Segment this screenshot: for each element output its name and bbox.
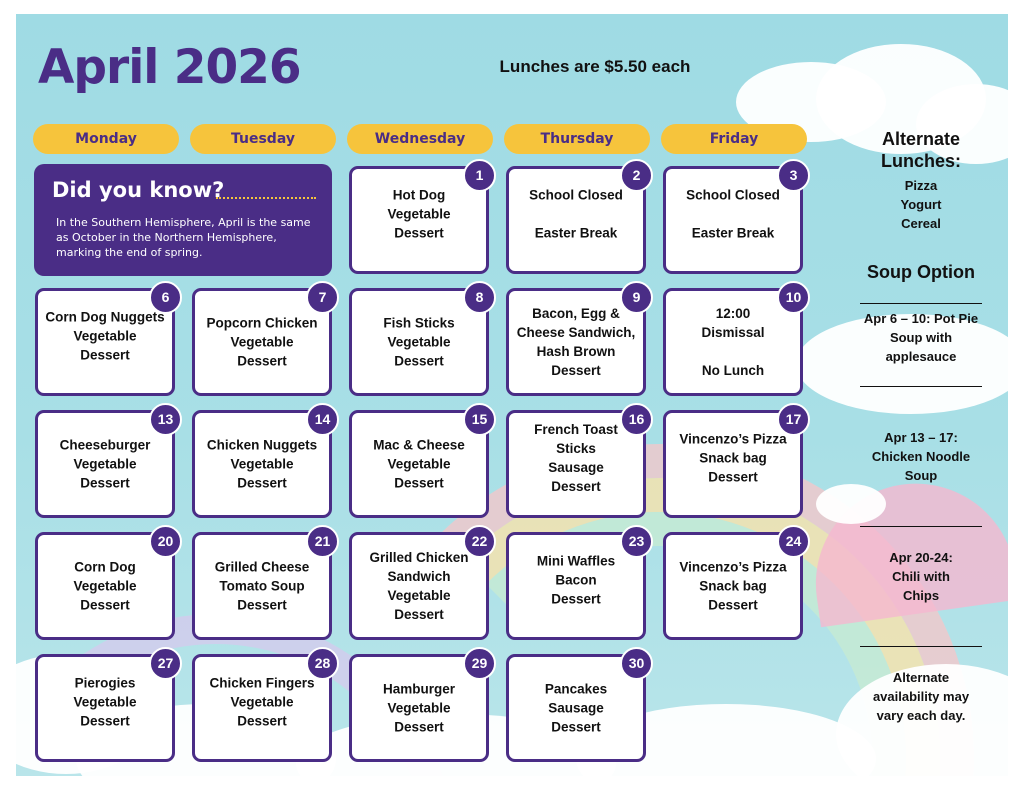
did-you-know-title: Did you know? <box>52 178 225 202</box>
soup-line: Apr 20-24: <box>889 550 953 565</box>
date-number: 8 <box>463 281 496 314</box>
date-number: 6 <box>149 281 182 314</box>
divider-line <box>860 303 982 304</box>
day-cell <box>192 410 332 518</box>
day-header-tuesday: Tuesday <box>190 124 336 154</box>
day-cell <box>35 410 175 518</box>
soup-line: Chips <box>902 588 940 603</box>
menu-line: Dessert <box>237 475 287 491</box>
menu-line: Grilled Cheese <box>214 559 310 575</box>
menu-line: Vegetable <box>387 700 451 716</box>
menu-text <box>201 314 323 371</box>
menu-line: Vegetable <box>230 456 294 472</box>
date-number: 30 <box>620 647 653 680</box>
menu-text <box>44 307 166 364</box>
menu-line: Vincenzo’s Pizza <box>679 559 787 575</box>
divider-line <box>860 526 982 527</box>
menu-text <box>672 429 794 486</box>
menu-line: Grilled Chicken <box>369 550 469 565</box>
menu-line: Dessert <box>394 475 444 491</box>
day-cell <box>506 654 646 762</box>
menu-line: Popcorn Chicken <box>206 315 318 331</box>
soup-line: Chili with <box>892 569 950 584</box>
availability-note <box>845 668 997 725</box>
date-number: 23 <box>620 525 653 558</box>
menu-text <box>201 558 323 615</box>
soup-line: Soup <box>904 468 938 483</box>
date-number: 15 <box>463 403 496 436</box>
date-number: 7 <box>306 281 339 314</box>
menu-text <box>358 185 480 242</box>
day-cell <box>349 166 489 274</box>
menu-line: Dessert <box>80 475 130 491</box>
menu-line: Mac & Cheese <box>373 437 465 453</box>
day-cell <box>663 166 803 274</box>
menu-text <box>201 436 323 493</box>
menu-line: Corn Dog Nuggets <box>45 309 165 325</box>
menu-line: Cheeseburger <box>59 437 151 453</box>
menu-text <box>672 185 794 242</box>
lunch-price-note: Lunches are $5.50 each <box>499 57 691 76</box>
menu-line: 12:00 <box>715 306 751 321</box>
dotted-divider <box>216 197 316 199</box>
menu-line: Dessert <box>551 719 601 735</box>
alternate-item: Cereal <box>901 216 941 231</box>
menu-line: Vegetable <box>230 694 294 710</box>
date-number: 2 <box>620 159 653 192</box>
menu-line: French Toast Sticks <box>534 421 618 456</box>
date-number: 13 <box>149 403 182 436</box>
menu-text <box>515 304 637 380</box>
alternate-item: Pizza <box>904 178 938 193</box>
menu-text <box>358 548 480 624</box>
soup-line: Soup with <box>889 330 953 345</box>
soup-line: Apr 13 – 17: <box>884 430 958 445</box>
menu-line: Vegetable <box>387 334 451 350</box>
menu-line: School Closed <box>529 187 623 203</box>
menu-line: School Closed <box>686 187 780 203</box>
menu-text <box>672 304 794 380</box>
date-number: 10 <box>777 281 810 314</box>
menu-line: Dessert <box>80 713 130 729</box>
cloud-shape <box>816 484 886 524</box>
menu-line: Dessert <box>80 347 130 363</box>
menu-line: Dismissal <box>701 325 765 340</box>
soup-line: Apr 6 – 10: Pot Pie <box>863 311 979 326</box>
menu-line: Dessert <box>551 591 601 607</box>
page-title: April 2026 <box>38 40 301 95</box>
day-cell <box>35 654 175 762</box>
menu-text <box>201 673 323 730</box>
menu-line: Easter Break <box>534 225 618 241</box>
note-line: Alternate <box>892 670 950 685</box>
soup-option-3 <box>845 548 997 605</box>
date-number: 24 <box>777 525 810 558</box>
day-cell <box>192 654 332 762</box>
menu-text <box>44 558 166 615</box>
menu-text <box>515 551 637 608</box>
soup-option-1 <box>845 309 997 366</box>
menu-line: Vegetable <box>387 206 451 222</box>
menu-line: Dessert <box>394 225 444 241</box>
date-number: 3 <box>777 159 810 192</box>
menu-line: Vegetable <box>387 456 451 472</box>
did-you-know-box <box>34 164 332 276</box>
soup-line: applesauce <box>885 349 957 364</box>
date-number: 29 <box>463 647 496 680</box>
day-cell <box>663 288 803 396</box>
menu-line: Vegetable <box>230 334 294 350</box>
alternate-lunches-list <box>845 176 997 233</box>
menu-text <box>672 558 794 615</box>
day-header-monday: Monday <box>33 124 179 154</box>
menu-line: Pierogies <box>74 675 136 691</box>
menu-line <box>515 204 637 223</box>
alternate-item: Yogurt <box>900 197 942 212</box>
date-number: 27 <box>149 647 182 680</box>
day-cell <box>349 654 489 762</box>
menu-line: Dessert <box>708 469 758 485</box>
date-number: 9 <box>620 281 653 314</box>
menu-line <box>672 342 794 361</box>
day-cell <box>349 288 489 396</box>
menu-text <box>358 680 480 737</box>
day-cell <box>663 410 803 518</box>
date-number: 28 <box>306 647 339 680</box>
menu-text <box>358 436 480 493</box>
menu-line: Cheese Sandwich, <box>516 325 636 340</box>
menu-text <box>515 680 637 737</box>
menu-line: Vegetable <box>73 456 137 472</box>
menu-line: Vegetable <box>73 328 137 344</box>
menu-line: Dessert <box>394 719 444 735</box>
menu-text <box>44 436 166 493</box>
date-number: 21 <box>306 525 339 558</box>
menu-line: Hot Dog <box>392 187 446 203</box>
menu-line: Fish Sticks <box>383 315 455 331</box>
day-cell <box>349 532 489 640</box>
menu-text <box>358 314 480 371</box>
day-cell <box>35 532 175 640</box>
menu-line: Dessert <box>237 597 287 613</box>
menu-line: Hamburger <box>382 681 455 697</box>
soup-option-title: Soup Option <box>867 262 975 282</box>
day-cell <box>192 288 332 396</box>
menu-line: Corn Dog <box>74 559 136 575</box>
divider-line <box>860 646 982 647</box>
menu-line: Snack bag <box>699 578 767 594</box>
menu-line: Dessert <box>237 713 287 729</box>
menu-line: Dessert <box>551 363 601 378</box>
menu-line: Bacon, Egg & <box>532 306 620 321</box>
menu-line: Vegetable <box>73 578 137 594</box>
menu-line: Sausage <box>548 459 604 475</box>
day-cell <box>506 288 646 396</box>
day-cell <box>506 410 646 518</box>
menu-line: Chicken Nuggets <box>206 437 318 453</box>
menu-line: Dessert <box>551 478 601 494</box>
day-header-thursday: Thursday <box>504 124 650 154</box>
menu-line: Mini Waffles <box>536 553 616 569</box>
menu-line: Vegetable <box>387 588 451 603</box>
menu-line: Easter Break <box>691 225 775 241</box>
did-you-know-text: In the Southern Hemisphere, April is the same as October in the Northern Hemisphere, marking the end of spring. <box>56 216 311 259</box>
menu-line: Tomato Soup <box>219 578 305 594</box>
soup-option-2 <box>845 428 997 485</box>
divider-line <box>860 386 982 387</box>
day-cell <box>663 532 803 640</box>
alternate-lunches-title: Alternate Lunches: <box>880 129 961 171</box>
note-line: availability may <box>872 689 970 704</box>
menu-line: Chicken Fingers <box>209 675 315 691</box>
menu-line: Dessert <box>708 597 758 613</box>
menu-line: Sandwich <box>387 569 451 584</box>
day-cell <box>192 532 332 640</box>
menu-line: Dessert <box>237 353 287 369</box>
menu-text <box>44 673 166 730</box>
menu-line: Dessert <box>394 607 444 622</box>
menu-line: Pancakes <box>544 681 608 697</box>
day-cell <box>349 410 489 518</box>
menu-line: Hash Brown <box>536 344 616 359</box>
day-header-friday: Friday <box>661 124 807 154</box>
day-header-wednesday: Wednesday <box>347 124 493 154</box>
menu-line: Sausage <box>548 700 604 716</box>
menu-text <box>515 420 637 496</box>
menu-line: Dessert <box>80 597 130 613</box>
day-cell <box>506 166 646 274</box>
day-cell <box>506 532 646 640</box>
menu-text <box>515 185 637 242</box>
menu-line: Bacon <box>555 572 597 588</box>
date-number: 17 <box>777 403 810 436</box>
menu-line: Dessert <box>394 353 444 369</box>
date-number: 22 <box>463 525 496 558</box>
soup-line: Chicken Noodle <box>871 449 971 464</box>
menu-line: Vegetable <box>73 694 137 710</box>
date-number: 20 <box>149 525 182 558</box>
note-line: vary each day. <box>876 708 966 723</box>
menu-line: Vincenzo’s Pizza <box>679 431 787 447</box>
date-number: 16 <box>620 403 653 436</box>
date-number: 1 <box>463 159 496 192</box>
menu-line <box>672 204 794 223</box>
day-cell <box>35 288 175 396</box>
date-number: 14 <box>306 403 339 436</box>
menu-line: No Lunch <box>701 363 765 378</box>
menu-line: Snack bag <box>699 450 767 466</box>
